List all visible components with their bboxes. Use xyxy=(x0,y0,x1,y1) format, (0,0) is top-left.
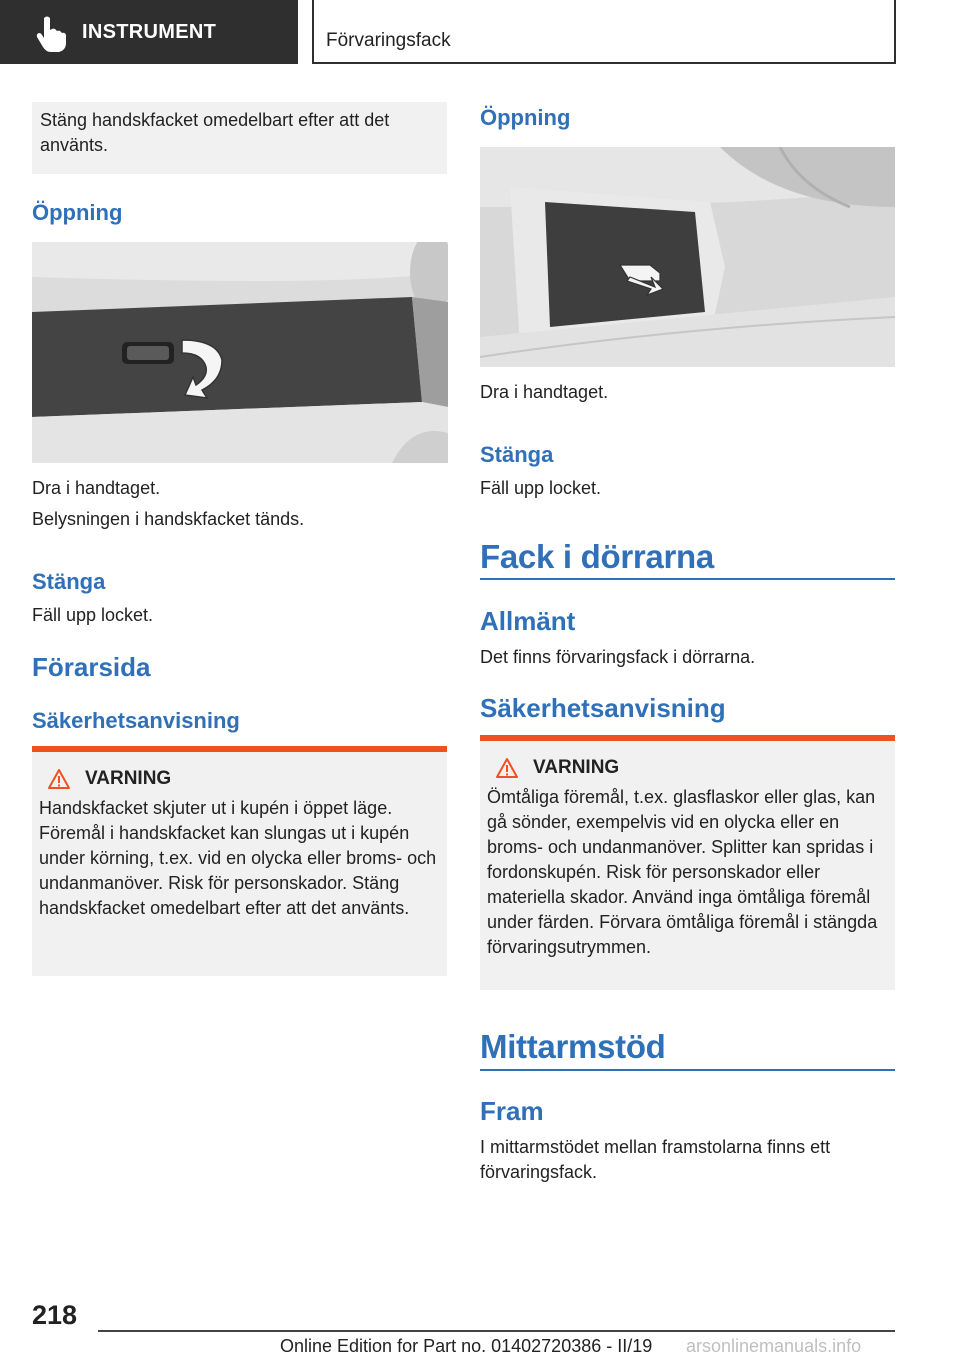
passenger-glovebox-handle-illustration xyxy=(480,147,895,367)
section-title: INSTRUMENT xyxy=(82,20,217,43)
pull-text-left: Dra i handtaget. xyxy=(32,478,161,498)
page-number: 218 xyxy=(32,1300,78,1330)
light-text: Belysningen i handskfacket tänds. xyxy=(32,509,305,529)
section-tab xyxy=(0,0,298,64)
heading-opening-left: Öppning xyxy=(32,200,123,225)
heading-close-right: Stänga xyxy=(480,442,554,467)
glovebox-handle-pull-illustration xyxy=(32,242,448,463)
heading-rule xyxy=(480,578,895,580)
warning-triangle-icon xyxy=(495,757,519,779)
heading-armrest: Mittarmstöd xyxy=(480,1028,666,1065)
warning-box-right xyxy=(480,735,895,990)
heading-door-pockets: Fack i dörrarna xyxy=(480,538,714,575)
hand-pointer-icon xyxy=(30,12,70,52)
heading-safety-right: Säkerhetsanvisning xyxy=(480,693,726,723)
warning-box-left xyxy=(32,746,447,976)
heading-rule xyxy=(480,1069,895,1071)
chapter-tab xyxy=(312,0,896,64)
continued-note: Stäng handskfacket omedelbart efter att det använts. xyxy=(32,102,447,174)
warning-title: VARNING xyxy=(47,768,439,790)
heading-close-left: Stänga xyxy=(32,569,106,594)
edition-text: Online Edition for Part no. 01402720386 - II/19 xyxy=(280,1336,653,1356)
front-text: I mittarmstödet mellan framstolarna finns ett förvaringsfack. xyxy=(480,1137,831,1182)
warning-body: Handskfacket skjuter ut i kupén i öppet läge. Föremål i handskfacket kan slungas ut i kupén under körning, t.ex. vid en olycka eller broms- och undanmanöver. Risk för personskador. Stäng handskfacket omedelbart efter att det använts. xyxy=(39,798,437,918)
pull-text-right: Dra i handtaget. xyxy=(480,382,609,402)
warning-triangle-icon xyxy=(47,768,71,790)
close-text-right: Fäll upp locket. xyxy=(480,478,602,498)
warning-title: VARNING xyxy=(495,757,887,779)
heading-driver-side: Förarsida xyxy=(32,652,151,682)
warning-body: Ömtåliga föremål, t.ex. glasflaskor eller glas, kan gå sönder, exempelvis vid en olycka eller en broms- och undanmanöver. Splitter kan spridas i fordonskupén. Risk för personskador eller materiella skador. Använd inga ömtåliga föremål under färden. Förvara ömtåliga föremål i stängda förvaringsutrymmen. xyxy=(487,787,878,957)
heading-general: Allmänt xyxy=(480,606,576,636)
general-text: Det finns förvaringsfack i dörrarna. xyxy=(480,647,756,667)
chapter-title: Förvaringsfack xyxy=(326,30,451,51)
footer-rule xyxy=(98,1330,895,1332)
heading-safety-left: Säkerhetsanvisning xyxy=(32,708,240,733)
heading-opening-right: Öppning xyxy=(480,105,571,130)
watermark: arsonlinemanuals.info xyxy=(686,1336,862,1356)
close-text-left: Fäll upp locket. xyxy=(32,605,154,625)
heading-front: Fram xyxy=(480,1096,544,1126)
